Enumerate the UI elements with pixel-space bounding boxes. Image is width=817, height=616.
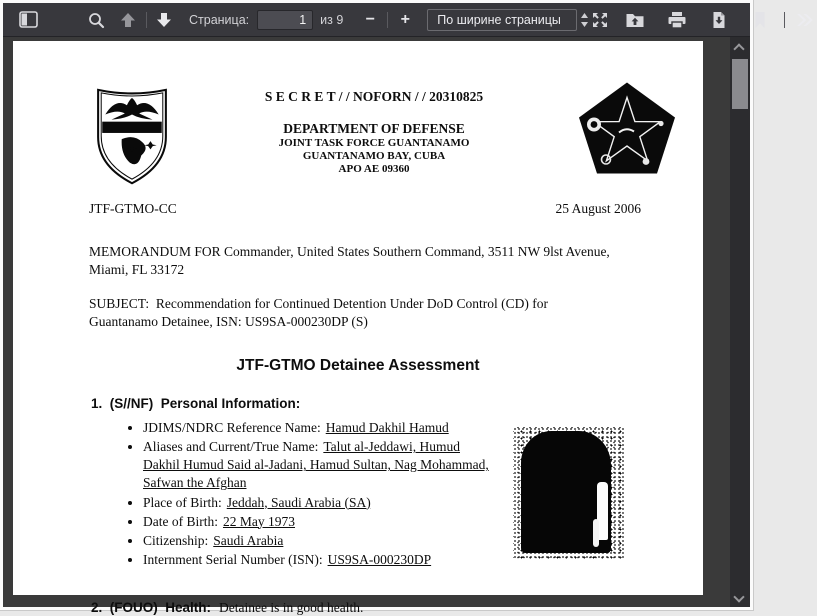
page-number-input[interactable] bbox=[257, 10, 313, 30]
download-icon bbox=[710, 11, 728, 29]
select-arrows-icon bbox=[580, 12, 589, 28]
list-item bbox=[143, 438, 499, 492]
personal-info-block bbox=[13, 411, 703, 570]
scroll-up-icon[interactable] bbox=[733, 43, 744, 54]
field-value: Saudi Arabia bbox=[213, 532, 284, 548]
field-label: JDIMS/NDRC Reference Name: bbox=[143, 420, 321, 436]
bookmark-icon bbox=[753, 11, 767, 29]
detainee-photo bbox=[513, 427, 625, 559]
subject-paragraph: SUBJECT: Recommendation for Continued Detention Under DoD Control (CD) for Guantanamo Detainee, ISN: US9SA-000230DP (S) bbox=[89, 296, 552, 329]
office-symbol: JTF-GTMO-CC bbox=[89, 201, 177, 216]
photo-highlight bbox=[593, 519, 599, 547]
chevrons-right-icon bbox=[794, 12, 814, 28]
memo-date: 25 August 2006 bbox=[555, 201, 641, 216]
sidebar-toggle-button[interactable] bbox=[15, 7, 41, 33]
field-label: Citizenship: bbox=[143, 532, 209, 548]
zoom-in-button[interactable]: + bbox=[392, 7, 418, 33]
previous-page-button[interactable] bbox=[115, 7, 141, 33]
list-item bbox=[143, 532, 499, 550]
org-line: GUANTANAMO BAY, CUBA bbox=[302, 149, 446, 162]
print-icon bbox=[667, 11, 687, 29]
more-tools-button[interactable] bbox=[791, 7, 817, 33]
document-title: JTF-GTMO Detainee Assessment bbox=[236, 357, 480, 375]
page-total-label: из 9 bbox=[320, 12, 344, 27]
page-down-icon bbox=[155, 11, 173, 29]
personal-info-list bbox=[143, 419, 499, 570]
memo-letterhead bbox=[171, 83, 577, 176]
bookmark-current-view-button[interactable] bbox=[747, 7, 773, 33]
classification-banner: S E C R E T / / NOFORN / / 20310825 bbox=[264, 89, 484, 104]
pdf-viewer-area bbox=[3, 37, 750, 615]
field-value: US9SA-000230DP bbox=[327, 551, 432, 567]
download-button[interactable] bbox=[706, 7, 732, 33]
expand-icon bbox=[591, 11, 609, 29]
page-up-icon bbox=[119, 11, 137, 29]
pdf-toolbar bbox=[3, 3, 750, 37]
field-label: Internment Serial Number (ISN): bbox=[143, 551, 323, 567]
open-file-icon bbox=[625, 11, 645, 29]
list-item bbox=[143, 551, 499, 569]
list-item bbox=[143, 513, 499, 531]
toolbar-separator bbox=[784, 12, 785, 28]
org-line: APO AE 09360 bbox=[338, 162, 410, 175]
jtf-gtmo-seal bbox=[577, 75, 677, 181]
field-label: Aliases and Current/True Name: bbox=[143, 439, 319, 455]
zoom-select[interactable] bbox=[427, 9, 577, 31]
search-icon bbox=[87, 11, 105, 29]
field-value: Talut al-Jeddawi, Humud Dakhil Humud Said al-Jadani, Hamud Sultan, Nag Mohammad, Safwan the Afghan bbox=[143, 439, 489, 491]
print-button[interactable] bbox=[664, 7, 690, 33]
section2-heading: 2. (FOUO) Health: bbox=[91, 599, 212, 615]
field-value: Hamud Dakhil Hamud bbox=[325, 420, 449, 436]
scrollbar-thumb[interactable] bbox=[732, 59, 748, 109]
list-item bbox=[143, 419, 499, 437]
zoom-out-button[interactable]: − bbox=[357, 7, 383, 33]
memo-header bbox=[93, 83, 677, 187]
toolbar-separator bbox=[146, 12, 147, 28]
section2-text: Detainee is in good health. bbox=[219, 599, 364, 615]
field-label: Place of Birth: bbox=[143, 494, 222, 510]
org-line: DEPARTMENT OF DEFENSE bbox=[283, 121, 465, 136]
toolbar-separator bbox=[387, 12, 388, 28]
scroll-down-icon[interactable] bbox=[733, 591, 744, 602]
southcom-crest bbox=[93, 83, 171, 187]
field-label: Date of Birth: bbox=[143, 513, 218, 529]
next-page-button[interactable] bbox=[151, 7, 177, 33]
sidebar-toggle-icon bbox=[19, 11, 38, 28]
section1-heading: 1. (S//NF) Personal Information: bbox=[91, 396, 301, 412]
page-label: Страница: bbox=[189, 12, 250, 27]
open-file-button[interactable] bbox=[622, 7, 648, 33]
zoom-select-value: По ширине страницы bbox=[437, 12, 561, 27]
org-line: JOINT TASK FORCE GUANTANAMO bbox=[278, 136, 470, 149]
vertical-scrollbar[interactable] bbox=[730, 37, 750, 607]
field-value: 22 May 1973 bbox=[222, 513, 295, 529]
memo-for-paragraph: MEMORANDUM FOR Commander, United States Southern Command, 3511 NW 9lst Avenue, Miami, FL 33172 bbox=[89, 244, 610, 277]
search-button[interactable] bbox=[83, 7, 109, 33]
field-value: Jeddah, Saudi Arabia (SA) bbox=[226, 494, 371, 510]
pdf-page bbox=[13, 41, 703, 615]
list-item bbox=[143, 494, 499, 512]
